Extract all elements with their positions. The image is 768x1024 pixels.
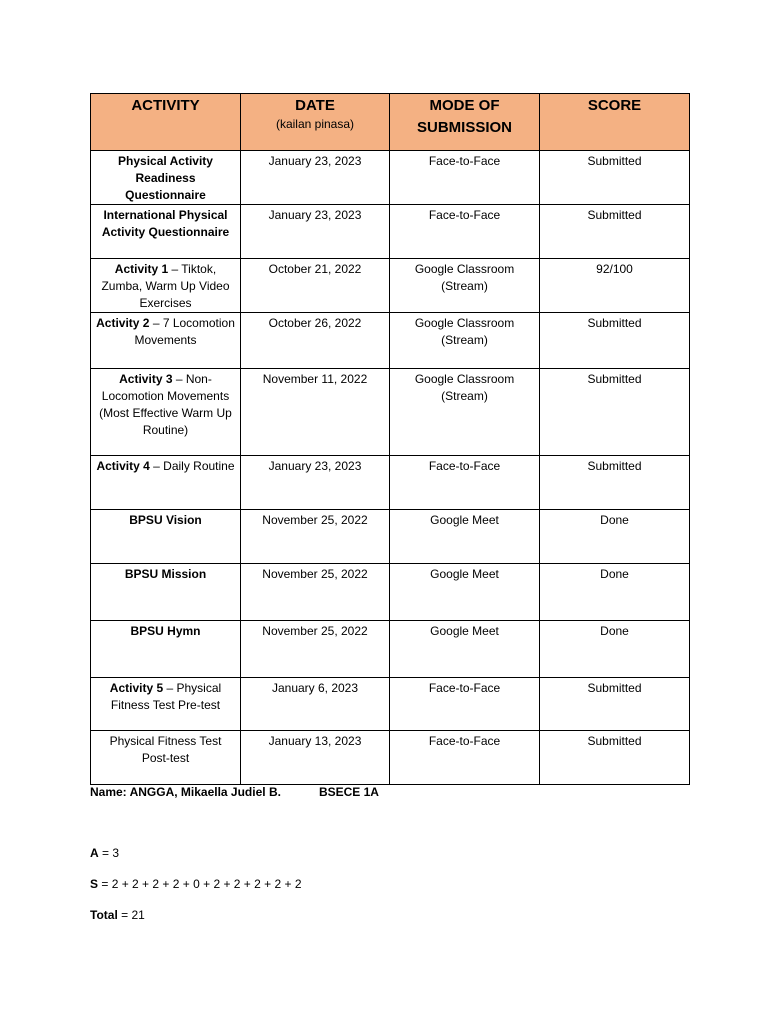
table-header-row <box>91 94 690 151</box>
mode-cell: Google Meet <box>390 564 540 621</box>
activity-description: – 7 Locomotion Movements <box>134 316 235 347</box>
date-cell: January 23, 2023 <box>241 151 390 205</box>
score-cell: Submitted <box>540 205 690 259</box>
score-a-value: = 3 <box>98 846 120 860</box>
activity-cell <box>91 369 241 456</box>
score-s-label: S <box>90 877 99 891</box>
date-cell: November 25, 2022 <box>241 510 390 564</box>
activity-description: – Non-Locomotion Movements (Most Effective Warm Up Routine) <box>99 372 232 437</box>
date-cell: January 23, 2023 <box>241 456 390 510</box>
date-cell: November 11, 2022 <box>241 369 390 456</box>
activity-cell <box>91 564 241 621</box>
header-score: SCORE <box>540 94 690 151</box>
score-a-label: A <box>90 846 99 860</box>
mode-cell: Face-to-Face <box>390 731 540 785</box>
activity-cell <box>91 510 241 564</box>
activity-title: Activity 5 <box>109 681 164 695</box>
mode-cell: Face-to-Face <box>390 205 540 259</box>
date-cell: October 21, 2022 <box>241 259 390 313</box>
activity-cell <box>91 151 241 205</box>
activity-title: Activity 2 <box>96 316 150 330</box>
activity-cell <box>91 731 241 785</box>
header-date-label: DATE <box>295 97 335 114</box>
mode-cell: Google Classroom (Stream) <box>390 313 540 369</box>
activity-cell <box>91 205 241 259</box>
table-row <box>91 259 690 313</box>
score-cell: Submitted <box>540 313 690 369</box>
table-row <box>91 151 690 205</box>
table-row <box>91 205 690 259</box>
activity-cell <box>91 259 241 313</box>
activity-description: – Tiktok, Zumba, Warm Up Video Exercises <box>101 262 230 310</box>
date-cell: January 6, 2023 <box>241 678 390 731</box>
score-cell: Done <box>540 564 690 621</box>
table-body <box>91 151 690 785</box>
activity-title: Activity 4 <box>96 459 150 473</box>
activity-table <box>90 93 690 785</box>
activity-title: Activity 1 <box>114 262 169 276</box>
total-line <box>90 907 145 923</box>
activity-description: – Daily Routine <box>149 459 235 473</box>
table-row <box>91 510 690 564</box>
activity-cell <box>91 621 241 678</box>
header-activity: ACTIVITY <box>91 94 241 151</box>
score-s-value: = 2 + 2 + 2 + 2 + 0 + 2 + 2 + 2 + 2 + 2 <box>98 877 302 891</box>
header-date-subtitle: (kailan pinasa) <box>275 117 355 131</box>
activity-description: Physical Fitness Test Post-test <box>109 734 222 765</box>
date-cell: November 25, 2022 <box>241 621 390 678</box>
date-cell: October 26, 2022 <box>241 313 390 369</box>
activity-title: Physical Activity Readiness Questionnaire <box>118 154 213 202</box>
mode-cell: Face-to-Face <box>390 678 540 731</box>
activity-title: Activity 3 <box>119 372 173 386</box>
table-row <box>91 678 690 731</box>
activity-cell <box>91 456 241 510</box>
activity-title: BPSU Vision <box>129 513 202 527</box>
activity-description: – Physical Fitness Test Pre-test <box>110 681 222 712</box>
table-row <box>91 621 690 678</box>
score-a-line <box>90 845 119 861</box>
date-cell: January 23, 2023 <box>241 205 390 259</box>
table-row <box>91 369 690 456</box>
table-row <box>91 313 690 369</box>
total-value: = 21 <box>117 908 145 922</box>
score-s-line <box>90 876 302 892</box>
score-cell: Done <box>540 510 690 564</box>
mode-cell: Face-to-Face <box>390 456 540 510</box>
activity-title: BPSU Mission <box>124 567 207 581</box>
student-name: Name: ANGGA, Mikaella Judiel B. <box>90 785 281 799</box>
score-cell: Submitted <box>540 678 690 731</box>
score-cell: Submitted <box>540 151 690 205</box>
table-row <box>91 456 690 510</box>
date-cell: November 25, 2022 <box>241 564 390 621</box>
score-cell: Submitted <box>540 369 690 456</box>
score-cell: Submitted <box>540 731 690 785</box>
score-cell: Done <box>540 621 690 678</box>
mode-cell: Face-to-Face <box>390 151 540 205</box>
mode-cell: Google Meet <box>390 621 540 678</box>
student-course: BSECE 1A <box>318 785 379 799</box>
activity-title: International Physical Activity Questionnaire <box>101 208 230 239</box>
activity-cell <box>91 678 241 731</box>
score-cell: Submitted <box>540 456 690 510</box>
mode-cell: Google Classroom (Stream) <box>390 369 540 456</box>
activity-cell <box>91 313 241 369</box>
table-row <box>91 731 690 785</box>
score-cell: 92/100 <box>540 259 690 313</box>
activity-title: BPSU Hymn <box>130 624 201 638</box>
mode-cell: Google Classroom (Stream) <box>390 259 540 313</box>
header-date <box>241 94 390 151</box>
mode-cell: Google Meet <box>390 510 540 564</box>
student-line <box>90 784 379 800</box>
total-label: Total <box>90 908 118 922</box>
table-row <box>91 564 690 621</box>
date-cell: January 13, 2023 <box>241 731 390 785</box>
header-mode: MODE OF SUBMISSION <box>390 94 540 151</box>
